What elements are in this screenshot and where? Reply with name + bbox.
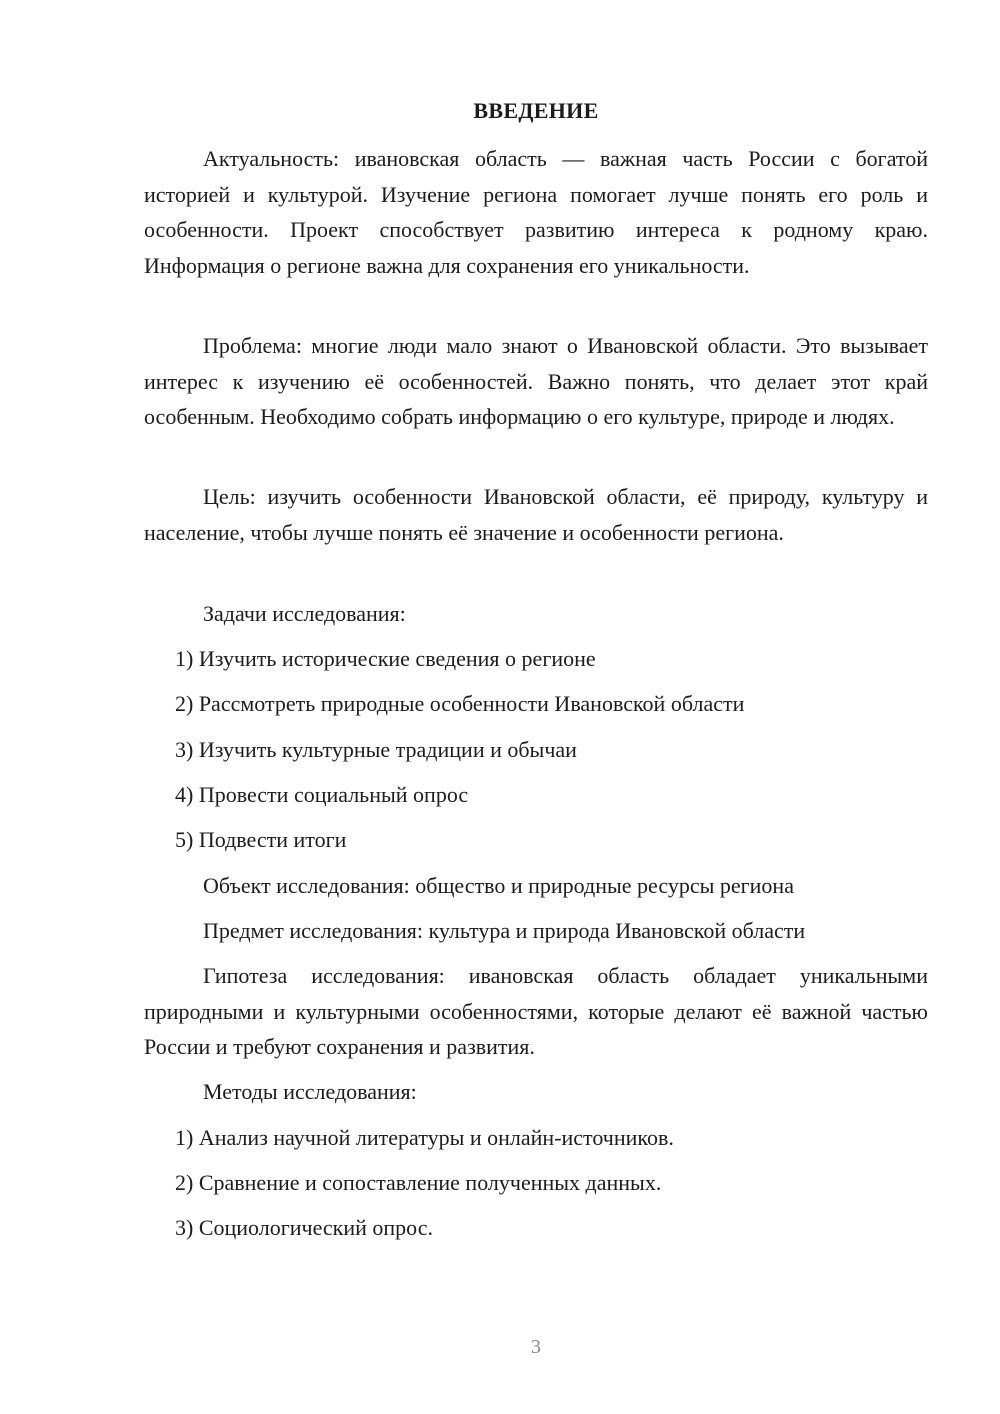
tasks-heading: Задачи исследования: (203, 601, 406, 626)
page-number: 3 (531, 1336, 541, 1358)
section-title: ВВЕДЕНИЕ (473, 98, 599, 123)
relevance-paragraph: Актуальность: ивановская область — важная часть России с богатой историей и культурой. Изучение региона помогает лучше понять его роль и особенности. Проект способствует развитию интереса к родному краю. Информация о регионе важна для сохранения его уникальности. (144, 146, 928, 278)
hypothesis-paragraph: Гипотеза исследования: ивановская область обладает уникальными природными и культурными особенностями, которые делают её важной частью России и требуют сохранения и развития. (144, 963, 928, 1059)
methods-heading: Методы исследования: (203, 1079, 417, 1104)
research-object: Объект исследования: общество и природные ресурсы региона (203, 873, 794, 898)
problem-paragraph: Проблема: многие люди мало знают о Ивановской области. Это вызывает интерес к изучению её особенностей. Важно понять, что делает этот край особенным. Необходимо собрать информацию о его культуре, природе и людях. (144, 333, 928, 429)
method-item-2: 2) Сравнение и сопоставление полученных данных. (175, 1170, 662, 1195)
task-item-4: 4) Провести социальный опрос (175, 782, 469, 807)
method-item-3: 3) Социологический опрос. (175, 1215, 433, 1240)
research-subject: Предмет исследования: культура и природа Ивановской области (203, 918, 806, 943)
task-item-5: 5) Подвести итоги (175, 827, 347, 852)
method-item-1: 1) Анализ научной литературы и онлайн-источников. (175, 1125, 674, 1150)
task-item-1: 1) Изучить исторические сведения о регионе (175, 646, 596, 671)
task-item-2: 2) Рассмотреть природные особенности Ивановской области (175, 691, 745, 716)
goal-paragraph: Цель: изучить особенности Ивановской области, её природу, культуру и население, чтобы лучше понять её значение и особенности региона. (144, 484, 928, 545)
task-item-3: 3) Изучить культурные традиции и обычаи (175, 737, 577, 762)
